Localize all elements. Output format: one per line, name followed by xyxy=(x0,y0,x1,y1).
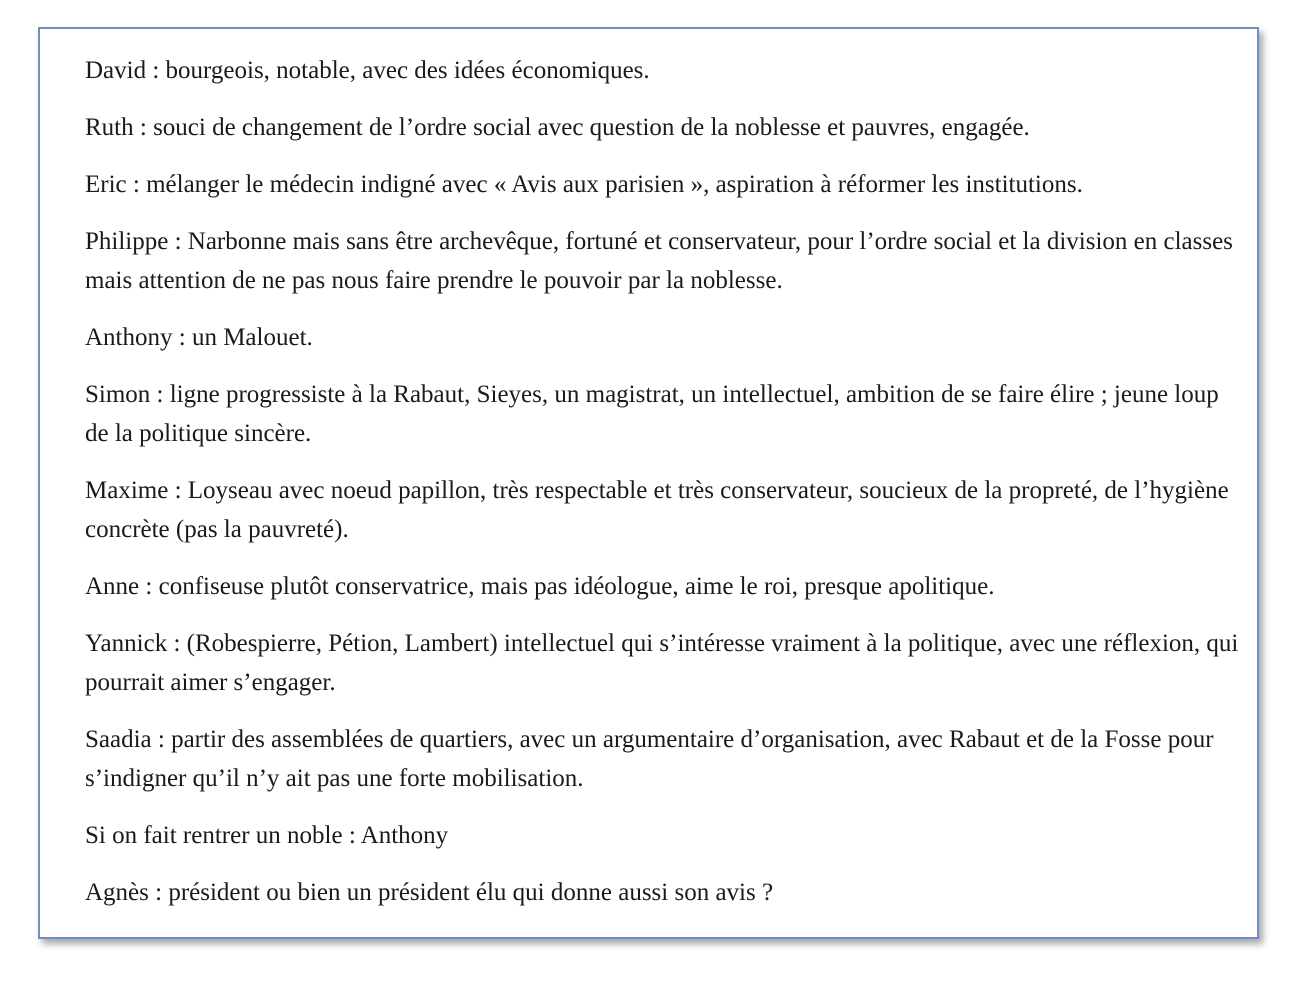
paragraph-david: David : bourgeois, notable, avec des idées économiques. xyxy=(85,57,650,84)
paragraph-philippe: Philippe : Narbonne mais sans être archevêque, fortuné et conservateur, pour l’ordre social et la division en classes mais attention de ne pas nous faire prendre le pouvoir par la noblesse. xyxy=(85,228,1233,294)
paragraph-maxime: Maxime : Loyseau avec noeud papillon, très respectable et très conservateur, soucieux de la propreté, de l’hygiène concrète (pas la pauvreté). xyxy=(85,477,1229,543)
document-frame xyxy=(38,27,1259,939)
paragraph-anthony: Anthony : un Malouet. xyxy=(85,324,313,351)
paragraph-saadia: Saadia : partir des assemblées de quartiers, avec un argumentaire d’organisation, avec Rabaut et de la Fosse pour s’indigner qu’il n’y ait pas une forte mobilisation. xyxy=(85,726,1214,792)
paragraph-eric: Eric : mélanger le médecin indigné avec « Avis aux parisien », aspiration à réformer les institutions. xyxy=(85,171,1083,198)
paragraph-ruth: Ruth : souci de changement de l’ordre social avec question de la noblesse et pauvres, engagée. xyxy=(85,114,1030,141)
paragraph-simon: Simon : ligne progressiste à la Rabaut, Sieyes, un magistrat, un intellectuel, ambition de se faire élire ; jeune loup de la politique sincère. xyxy=(85,381,1219,447)
document-body xyxy=(85,51,1245,930)
paragraph-anne: Anne : confiseuse plutôt conservatrice, mais pas idéologue, aime le roi, presque apolitique. xyxy=(85,573,995,600)
paragraph-noble: Si on fait rentrer un noble : Anthony xyxy=(85,822,449,849)
paragraph-agnes: Agnès : président ou bien un président élu qui donne aussi son avis ? xyxy=(85,879,774,906)
paragraph-yannick: Yannick : (Robespierre, Pétion, Lambert) intellectuel qui s’intéresse vraiment à la politique, avec une réflexion, qui pourrait aimer s’engager. xyxy=(85,630,1239,696)
